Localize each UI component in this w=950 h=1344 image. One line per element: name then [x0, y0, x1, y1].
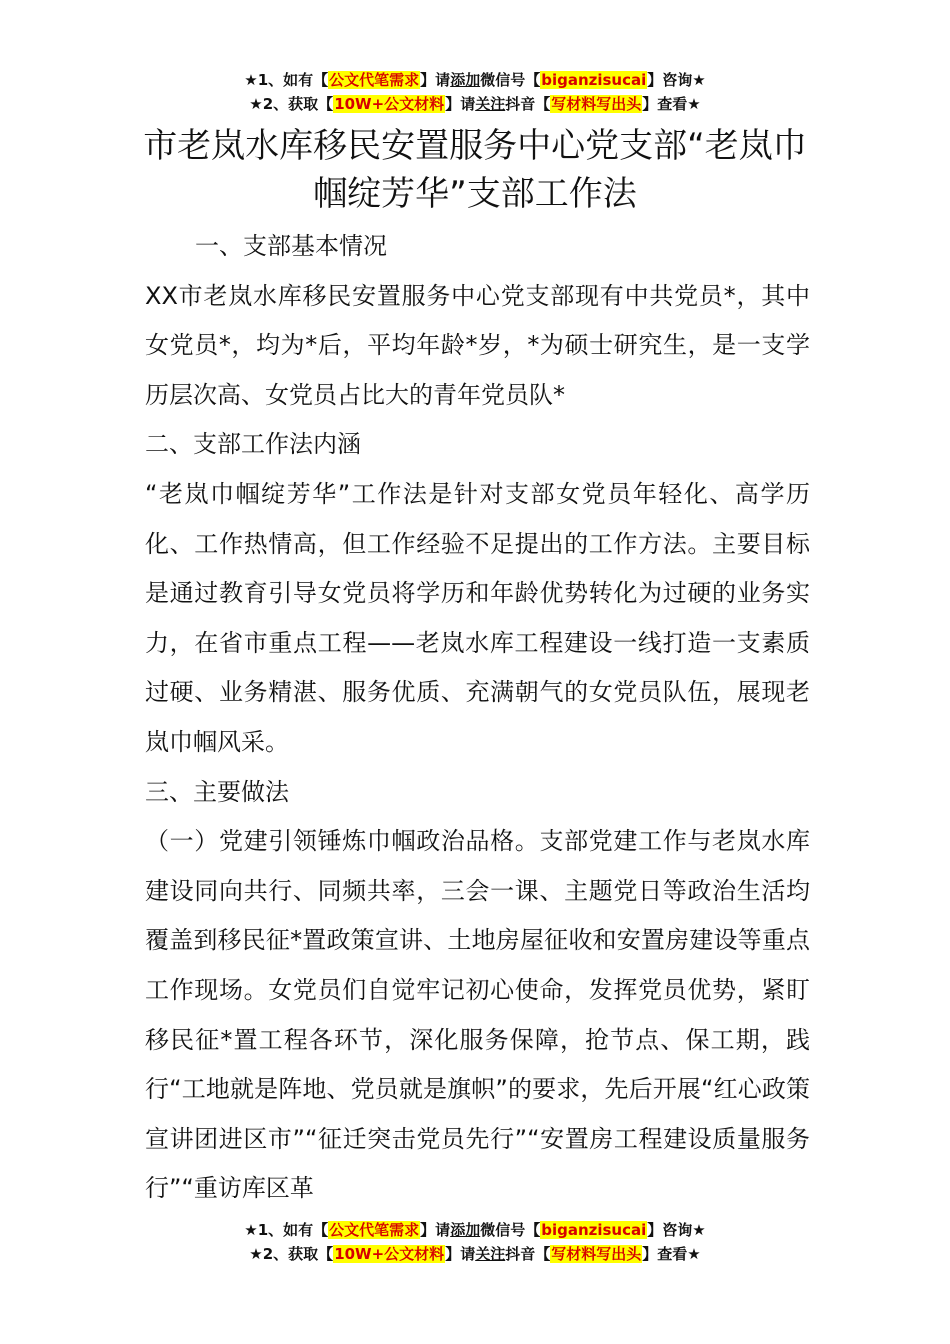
section-heading-3: 三、主要做法: [145, 777, 289, 806]
banner-line-2: [0, 1242, 950, 1266]
banner-text: 微信号【: [480, 1221, 541, 1239]
banner-text: 抖音【: [505, 95, 551, 113]
highlight-materials: 10W+公文材料: [334, 1245, 445, 1263]
banner-underlined: 添加: [450, 71, 481, 89]
highlight-douyin: 写材料写出头: [551, 1245, 642, 1263]
banner-text: 】查看★: [642, 95, 701, 113]
banner-text: 】请: [420, 71, 451, 89]
banner-text: 抖音【: [505, 1245, 551, 1263]
header-banner: [0, 68, 950, 116]
section-heading-2: 二、支部工作法内涵: [145, 430, 361, 459]
paragraph-3: （一）党建引领锤炼巾帼政治品格。支部党建工作与老岚水库建设同向共行、同频共率，三会一课、主题党日等政治生活均覆盖到移民征*置政策宣讲、土地房屋征收和安置房建设等重点工作现场。女党员们自觉牢记初心使命，发挥党员优势，紧盯移民征*置工程各环节，深化服务保障，抢节点、保工期，践行“工地就是阵地、党员就是旗帜”的要求，先后开展“红心政策宣讲团进区市”“征迁突击党员先行”“安置房工程建设质量服务行”“重访库区革: [145, 827, 810, 1203]
banner-text: 】请: [420, 1221, 451, 1239]
section-heading-1: 一、支部基本情况: [195, 232, 387, 260]
document-body: [145, 222, 810, 1214]
banner-text: 】查看★: [642, 1245, 701, 1263]
footer-banner: [0, 1218, 950, 1266]
banner-underlined: 添加: [450, 1221, 481, 1239]
banner-line-1: [0, 68, 950, 92]
highlight-wechat-id: biganzisucai: [541, 1221, 647, 1239]
banner-text: 微信号【: [480, 71, 541, 89]
banner-text: ★1、如有【: [244, 71, 329, 89]
highlight-service: 公文代笔需求: [329, 1221, 420, 1239]
highlight-douyin: 写材料写出头: [551, 95, 642, 113]
highlight-materials: 10W+公文材料: [334, 95, 445, 113]
banner-text: ★2、获取【: [249, 1245, 334, 1263]
banner-line-1: [0, 1218, 950, 1242]
document-title: 市老岚水库移民安置服务中心党支部“老岚巾帼绽芳华”支部工作法: [143, 126, 807, 214]
banner-text: ★2、获取【: [249, 95, 334, 113]
banner-text: 】咨询★: [647, 71, 706, 89]
highlight-wechat-id: biganzisucai: [541, 71, 647, 89]
banner-text: 】请: [445, 1245, 476, 1263]
paragraph-2: “老岚巾帼绽芳华”工作法是针对支部女党员年轻化、高学历化、工作热情高，但工作经验不足提出的工作方法。主要目标是通过教育引导女党员将学历和年龄优势转化为过硬的业务实力，在省市重点工程——老岚水库工程建设一线打造一支素质过硬、业务精湛、服务优质、充满朝气的女党员队伍，展现老岚巾帼风采。: [145, 479, 810, 756]
banner-text: ★1、如有【: [244, 1221, 329, 1239]
banner-text: 】请: [445, 95, 476, 113]
highlight-service: 公文代笔需求: [329, 71, 420, 89]
banner-line-2: [0, 92, 950, 116]
banner-text: 】咨询★: [647, 1221, 706, 1239]
banner-underlined: 关注: [475, 95, 506, 113]
banner-underlined: 关注: [475, 1245, 506, 1263]
paragraph-1: XX市老岚水库移民安置服务中心党支部现有中共党员*，其中女党员*，均为*后，平均年龄*岁，*为硕士研究生，是一支学历层次高、女党员占比大的青年党员队*: [145, 281, 810, 409]
